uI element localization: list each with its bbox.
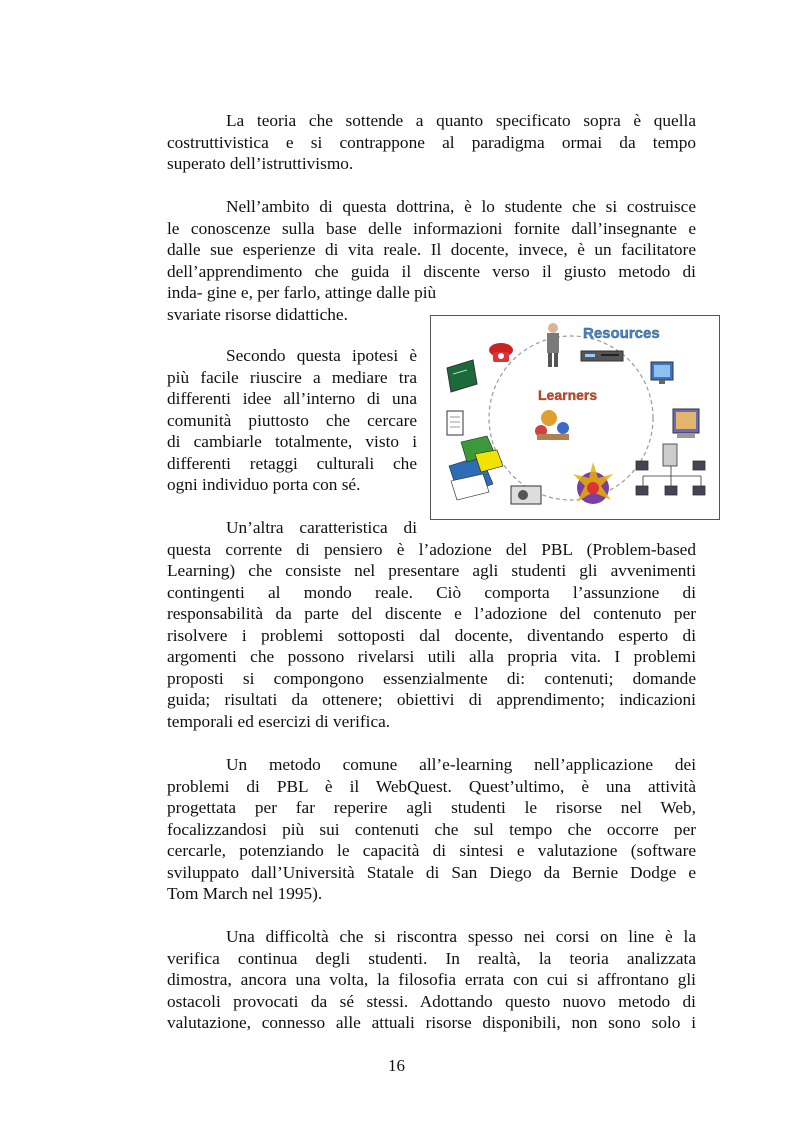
p3-line: differenti retaggi culturali che	[167, 453, 417, 473]
p4-line: proposti si compongono essenzialmente di: contenuti; domande	[167, 668, 696, 688]
p1-line: costruttivistica e si contrappone al paradigma ormai da tempo	[167, 132, 696, 152]
p4-line: risolvere i problemi sottoposti dal docente, diventando esperto di	[167, 625, 696, 645]
paragraph-6	[167, 926, 696, 1034]
globe-icon	[573, 462, 613, 504]
p5-line: Un metodo comune all’e-learning nell’applicazione dei	[226, 755, 696, 774]
projector-icon	[511, 486, 541, 504]
books-icon	[449, 436, 503, 500]
computer-icon	[673, 409, 699, 438]
p5-line: Tom March nel 1995).	[167, 884, 323, 903]
p5-line: sviluppato dall’Università Statale di San Diego da Bernie Dodge e	[167, 862, 696, 882]
p4-line: temporali ed esercizi di verifica.	[167, 711, 391, 731]
p2-line: dalle sue esperienze di vita reale. Il docente, invece, è un facilitatore	[167, 240, 696, 259]
telephone-icon	[489, 343, 513, 362]
p5-line: problemi di PBL è il WebQuest. Quest’ultimo, è una attività	[167, 776, 696, 796]
p4-line: guida; risultati da ottenere; obiettivi di apprendimento; indicazioni	[167, 690, 696, 709]
page-number: 16	[388, 1056, 405, 1075]
paragraph-4	[167, 539, 696, 733]
p3-line: differenti idee all’interno di una	[167, 389, 417, 408]
cycle-ring	[489, 336, 653, 500]
p3-line: Secondo questa ipotesi è	[226, 346, 417, 365]
resources-learners-figure	[430, 315, 720, 520]
paragraph-4-first-line	[167, 517, 417, 539]
paragraph-3	[167, 345, 417, 496]
resources-label: Resources	[583, 325, 660, 342]
p4-line: Learning) che consiste nel presentare agli studenti gli avvenimenti	[167, 561, 696, 580]
p6-line: dimostra, ancora una volta, la filosofia errata con cui si affrontano gli	[167, 970, 696, 989]
p3-line: più facile riuscire a mediare tra	[167, 367, 417, 387]
p3-line: ogni individuo porta con sé.	[167, 475, 361, 494]
p6-line: valutazione, connesso alle attuali risorse disponibili, non sono solo i	[167, 1013, 696, 1032]
p2-line: dell’apprendimento che guida il discente verso il giusto metodo di	[167, 261, 696, 281]
learners-label: Learners	[538, 387, 598, 403]
p6-line: verifica continua degli studenti. In realtà, la teoria analizzata	[167, 948, 696, 968]
p3-line: comunità piuttosto che cercare	[167, 410, 417, 430]
p2-line: inda- gine e, per farlo, attinge dalle più	[167, 283, 437, 302]
p3-line: di cambiarle totalmente, visto i	[167, 432, 417, 451]
paragraph-2	[167, 196, 696, 325]
p4-line: argomenti che possono rivelarsi utili alla propria vita. I problemi	[167, 647, 696, 666]
p2-line: le conoscenze sulla base delle informazioni fornite dall’insegnante e	[167, 218, 696, 238]
learners-icon	[535, 410, 569, 440]
p4-line: contingenti al mondo reale. Ciò comporta l’assunzione di	[167, 582, 696, 602]
paragraph-5	[167, 754, 696, 905]
p5-line: cercarle, potenziando le capacità di sintesi e valutazione (software	[167, 841, 696, 860]
chalkboard-icon	[447, 360, 477, 392]
p2-line: svariate risorse didattiche.	[167, 304, 348, 324]
p1-line: superato dell’istruttivismo.	[167, 154, 354, 173]
p5-line: focalizzandosi più sui contenuti che sul tempo che occorre per	[167, 819, 696, 839]
monitor-icon	[651, 362, 673, 384]
network-icon	[636, 444, 705, 495]
p5-line: progettata per far reperire agli studenti le risorse nel Web,	[167, 798, 696, 817]
p6-line: ostacoli provocati da sé stessi. Adottando questo nuovo metodo di	[167, 991, 696, 1011]
p2-line: Nell’ambito di questa dottrina, è lo studente che si costruisce	[226, 197, 696, 216]
p4-line: responsabilità da parte del discente e l’adozione del contenuto per	[167, 604, 696, 623]
teacher-icon	[547, 323, 559, 367]
p1-line: La teoria che sottende a quanto specificato sopra è quella	[226, 111, 696, 130]
p4-line: Un’altra caratteristica di	[226, 518, 417, 537]
vcr-icon	[581, 351, 623, 361]
paragraph-1	[167, 110, 696, 175]
notepad-icon	[447, 411, 463, 435]
p6-line: Una difficoltà che si riscontra spesso nei corsi on line è la	[226, 927, 696, 946]
p4-line: questa corrente di pensiero è l’adozione del PBL (Problem-based	[167, 539, 696, 559]
